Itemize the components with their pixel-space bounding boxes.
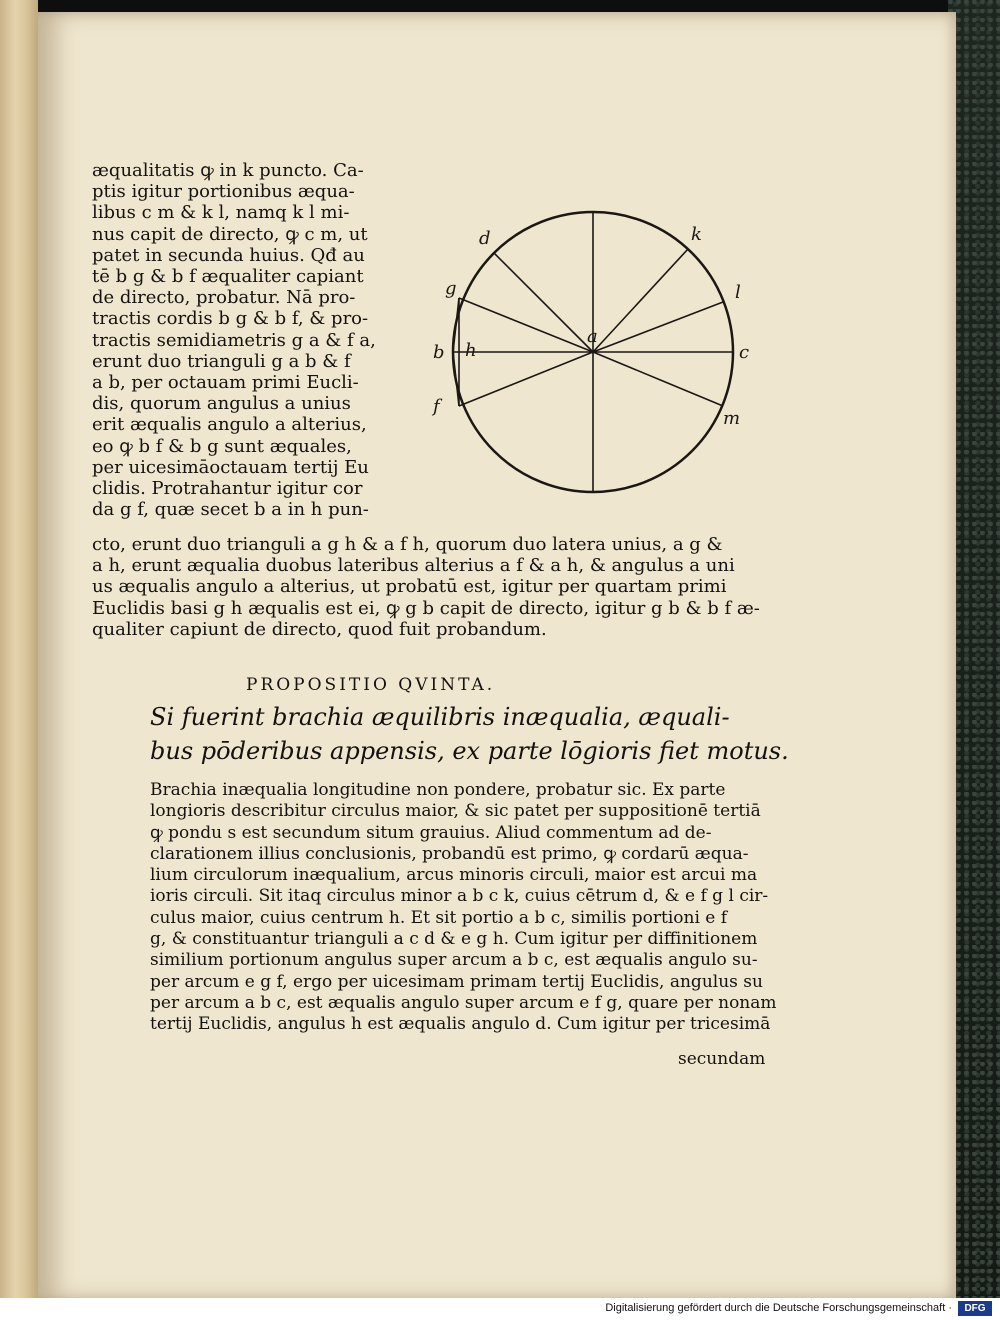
text-line: nus capit de directo, ꝙ c m, ut — [92, 223, 368, 245]
label-d: d — [479, 228, 491, 249]
text-line: clarationem illius conclusionis, probandū est primo, ꝙ cordarū æqua- — [150, 843, 749, 864]
label-f: f — [433, 396, 440, 417]
proposition-statement — [150, 700, 790, 768]
text-line: tertij Euclidis, angulus h est æqualis angulo d. Cum igitur per tricesimā — [150, 1014, 771, 1035]
diagram-radius — [593, 302, 723, 352]
text-line: Brachia inæqualia longitudine non pondere, probatur sic. Ex parte — [150, 780, 726, 800]
text-line: us æqualis angulo a alterius, ut probatū est, igitur per quartam primi — [92, 576, 727, 598]
text-line: eo ꝙ b f & b g sunt æquales, — [92, 435, 352, 457]
label-k: k — [691, 224, 702, 245]
text-line: ptis igitur portionibus æqua- — [92, 181, 355, 203]
text-line: patet in secunda huius. Qđ au — [92, 244, 365, 266]
full-width-text — [92, 534, 760, 640]
book-binding-left — [0, 0, 38, 1298]
text-line: libus c m & k l, namq k l mi- — [92, 202, 350, 224]
text-line: da g f, quæ secet b a in h pun- — [92, 499, 369, 521]
text-line: Euclidis basi g h æqualis est ei, ꝙ g b capit de directo, igitur g b & b f æ- — [92, 597, 760, 619]
text-line: clidis. Protrahantur igitur cor — [92, 478, 363, 500]
label-c: c — [739, 342, 750, 363]
text-line: de directo, probatur. Nā pro- — [92, 287, 356, 309]
diagram-radius — [459, 298, 593, 352]
diagram-radius — [593, 352, 723, 406]
text-line: similium portionum angulus super arcum a b c, est æqualis angulo su- — [150, 950, 758, 971]
diagram-chord — [453, 298, 459, 352]
footer-bar — [0, 1298, 1000, 1320]
label-b: b — [433, 342, 445, 363]
proposition-line: bus pōderibus appensis, ex parte lōgioris fiet motus. — [150, 737, 789, 765]
label-g: g — [445, 278, 457, 299]
text-line: longioris describitur circulus maior, & sic patet per suppositionē tertiā — [150, 801, 761, 822]
funding-notice: Digitalisierung gefördert durch die Deutsche Forschungsgemeinschaft · — [605, 1302, 952, 1314]
text-line: per uicesimāoctauam tertij Eu — [92, 456, 369, 478]
dfg-logo: DFG — [958, 1301, 992, 1316]
diagram-radius — [593, 249, 688, 352]
text-line: per arcum e g f, ergo per uicesimam primam tertij Euclidis, angulus su — [150, 971, 763, 992]
text-line: lium circulorum inæqualium, arcus minoris circuli, maior est arcui ma — [150, 865, 758, 886]
text-line: cto, erunt duo trianguli a g h & a f h, quorum duo latera unius, a g & — [92, 534, 723, 555]
text-line: g, & constituantur trianguli a c d & e g h. Cum igitur per diffinitionem — [150, 929, 758, 950]
book-page — [38, 12, 956, 1300]
diagram-radius — [494, 253, 593, 352]
text-line: a b, per octauam primi Eucli- — [92, 372, 359, 394]
text-line: tractis semidiametris g a & f a, — [92, 329, 376, 351]
label-l: l — [735, 282, 741, 303]
label-h: h — [465, 340, 477, 361]
text-line: tractis cordis b g & b f, & pro- — [92, 308, 369, 330]
diagram-radius — [459, 352, 593, 406]
catchword: secundam — [678, 1049, 766, 1069]
text-line: ꝙ pondu s est secundum situm grauius. Aliud commentum ad de- — [150, 822, 712, 843]
text-line: culus maior, cuius centrum h. Et sit portio a b c, similis portioni e f — [150, 907, 728, 928]
diagram-chord — [453, 352, 459, 406]
text-line: a h, erunt æqualia duobus lateribus alterius a f & a h, & angulus a uni — [92, 555, 735, 577]
circle-diagram — [393, 202, 763, 512]
text-line: erit æqualis angulo a alterius, — [92, 414, 367, 436]
label-m: m — [723, 408, 741, 429]
proposition-line: Si fuerint brachia æquilibris inæqualia, æquali- — [150, 703, 730, 731]
text-line: ioris circuli. Sit itaq circulus minor a b c k, cuius cētrum d, & e f g l cir- — [150, 886, 769, 907]
label-a: a — [587, 326, 598, 347]
upper-left-text — [92, 160, 412, 520]
text-line: erunt duo trianguli g a b & f — [92, 350, 351, 372]
text-line: tē b g & b f æqualiter capiant — [92, 266, 364, 288]
text-line: per arcum a b c, est æqualis angulo super arcum e f g, quare per nonam — [150, 992, 777, 1013]
proposition-heading: PROPOSITIO QVINTA. — [246, 675, 496, 695]
text-line: dis, quorum angulus a unius — [92, 393, 351, 415]
text-line: æqualitatis ꝙ in k puncto. Ca- — [92, 160, 364, 181]
proof-text — [150, 780, 790, 1036]
text-line: qualiter capiunt de directo, quod fuit probandum. — [92, 618, 547, 640]
